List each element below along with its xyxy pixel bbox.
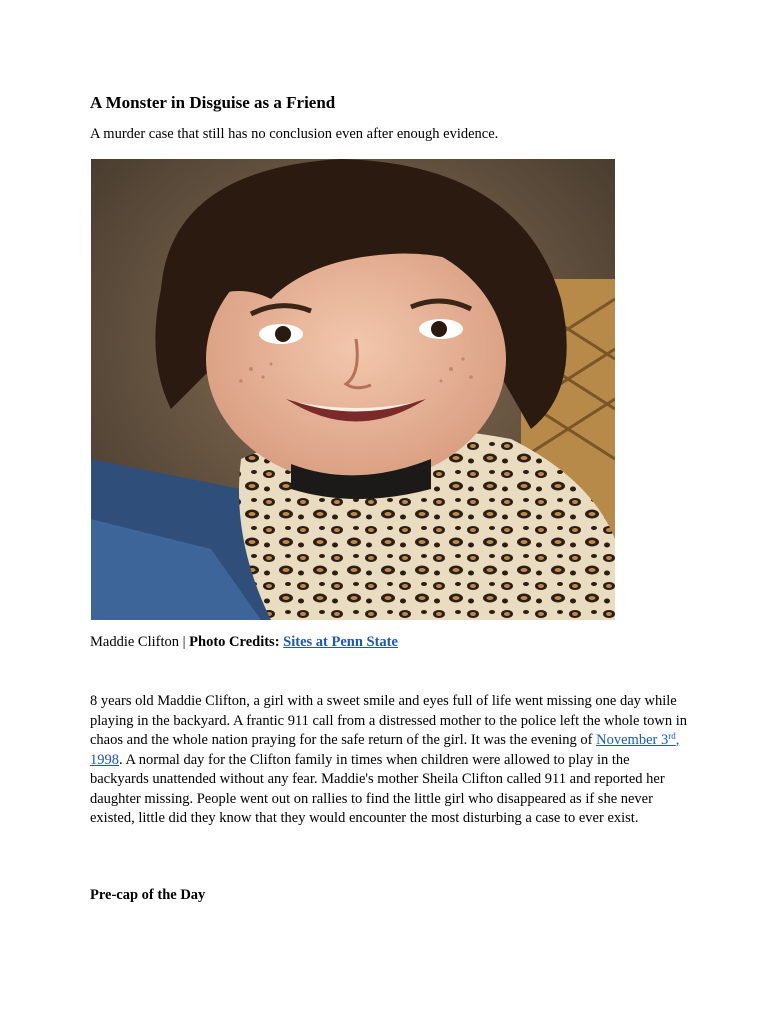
photo-credits-link[interactable]: Sites at Penn State: [283, 634, 398, 650]
body-paragraph: [90, 692, 688, 829]
photo-caption: [90, 634, 398, 651]
article-subtitle: A murder case that still has no conclusion even after enough evidence.: [90, 126, 499, 142]
date-link-sup: rd: [668, 731, 676, 741]
body-text-part1: 8 years old Maddie Clifton, a girl with a sweet smile and eyes full of life went missing one day while playing in the backyard. A frantic 911 call from a distressed mother to the police left the whole town in chaos and the whole nation praying for the safe return of the girl. It was the evening of: [90, 693, 688, 748]
photo-credits-label: Photo Credits:: [189, 634, 280, 650]
body-text-part2: . A normal day for the Clifton family in times when children were allowed to play in the backyards unattended without any fear. Maddie's mother Sheila Clifton called 911 and reported her daughter missing. People went out on rallies to find the little girl who disappeared as if she never existed, little did they know that they would encounter the most disturbing a case to ever exist.: [90, 751, 665, 826]
caption-name: Maddie Clifton: [90, 634, 180, 650]
date-link-main: November 3: [596, 732, 669, 748]
article-title: A Monster in Disguise as a Friend: [90, 93, 336, 112]
article-photo: [91, 159, 615, 620]
caption-separator: |: [179, 634, 190, 650]
section-heading: Pre-cap of the Day: [90, 887, 206, 903]
date-link-rest: , 1998: [90, 732, 680, 768]
